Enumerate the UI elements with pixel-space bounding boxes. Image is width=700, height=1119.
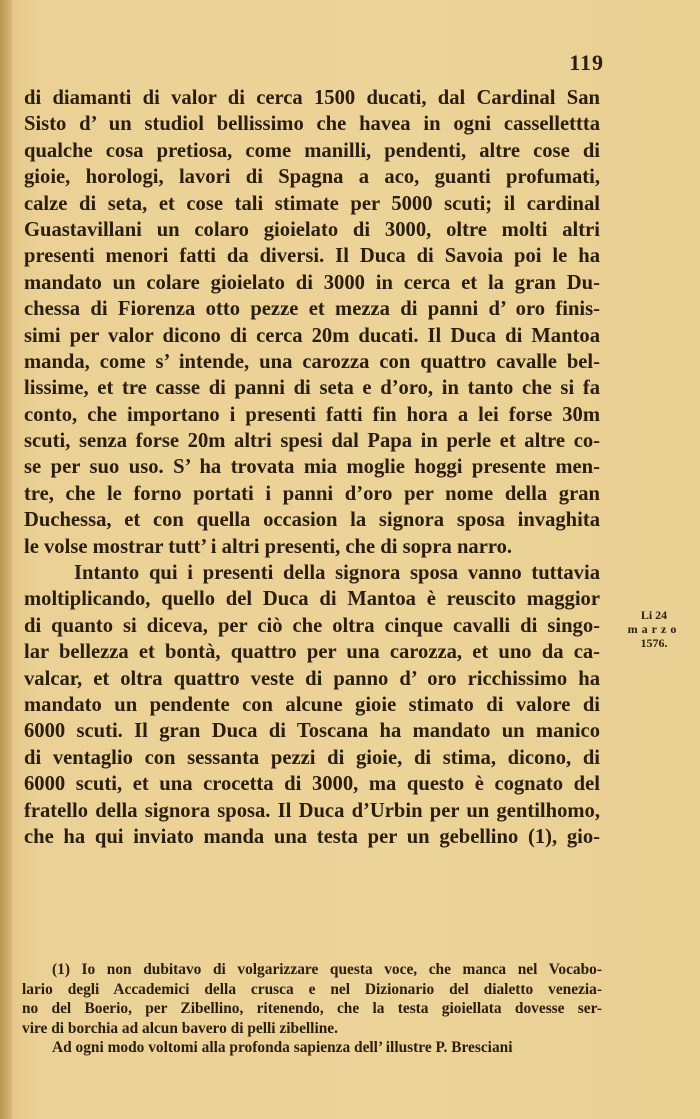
margin-note-year: 1576. — [640, 636, 668, 650]
text-line: qualche cosa pretiosa, come manilli, pendenti, altre cose di — [24, 139, 600, 162]
footnote-line: no del Boerio, per Zibellino, ritenendo, che la testa gioiellata dovesse ser- — [22, 1000, 602, 1018]
text-line: chessa di Fiorenza otto pezze et mezza di panni d’ oro finis- — [24, 298, 600, 321]
text-line: Sisto d’ un studiol bellissimo che havea in ogni cassellettta — [24, 113, 600, 136]
text-line: di diamanti di valor di cerca 1500 ducati, dal Cardinal San — [24, 87, 600, 109]
text-line: fratello della signora sposa. Il Duca d’Urbin per un gentilhomo, — [24, 799, 600, 822]
page-number: 119 — [569, 50, 604, 75]
page-gutter — [0, 0, 12, 1119]
text-line: che ha qui inviato manda una testa per un gebellino (1), gio- — [24, 825, 600, 848]
text-line: simi per valor dicono di cerca 20m ducati. Il Duca di Mantoa — [24, 324, 600, 347]
text-line: di ventaglio con sessanta pezzi di gioie, di stima, dicono, di — [24, 746, 600, 769]
text-line: valcar, et oltra quattro veste di panno d’ oro ricchissimo ha — [24, 667, 600, 690]
margin-date-note — [612, 608, 696, 650]
text-line: manda, come s’ intende, una carozza con quattro cavalle bel- — [24, 350, 600, 373]
footnote-line: vire di borchia ad alcun bavero di pelli zibelline. — [22, 1019, 338, 1037]
text-line: calze di seta, et cose tali stimate per 5000 scuti; il cardinal — [24, 192, 600, 215]
text-line: Intanto qui i presenti della signora sposa vanno tuttavia — [74, 562, 600, 585]
text-line: le volse mostrar tutt’ i altri presenti, che di sopra narro. — [24, 535, 513, 558]
margin-note-month: marzo — [627, 622, 681, 636]
text-line: mandato un pendente con alcune gioie stimato di valore di — [24, 693, 600, 716]
footnote-line: Ad ogni modo voltomi alla profonda sapienza dell’ illustre P. Bresciani — [52, 1039, 513, 1057]
text-line: conto, che importano i presenti fatti fin hora a lei forse 30m — [24, 403, 600, 426]
footnote-line: lario degli Accademici della crusca e nel Dizionario del dialetto venezia- — [22, 980, 602, 998]
text-line: mandato un colare gioielato di 3000 in cerca et la gran Du- — [24, 271, 600, 294]
text-line: lar bellezza et bontà, quattro per una carozza, et uno da ca- — [24, 641, 600, 664]
text-line: Duchessa, et con quella occasion la signora sposa invaghita — [24, 509, 600, 532]
text-line: lissime, et tre casse di panni di seta e d’oro, in tanto che si fa — [24, 377, 600, 400]
footnote-line: (1) Io non dubitavo di volgarizzare questa voce, che manca nel Vocabo- — [52, 961, 602, 978]
text-line: moltiplicando, quello del Duca di Mantoa è reuscito maggior — [24, 588, 600, 611]
text-line: se per suo uso. S’ ha trovata mia moglie hoggi presente men- — [24, 456, 600, 479]
text-line: 6000 scuti, et una crocetta di 3000, ma questo è cognato del — [24, 773, 600, 796]
text-line: gioie, horologi, lavori di Spagna a aco, guanti profumati, — [24, 166, 600, 189]
text-line: scuti, senza forse 20m altri spesi dal Papa in perle et altre co- — [24, 430, 600, 453]
footnotes — [22, 960, 602, 1058]
body-text — [24, 85, 600, 850]
text-line: 6000 scuti. Il gran Duca di Toscana ha mandato un manico — [24, 720, 600, 743]
text-line: tre, che le forno portati i panni d’oro per nome della gran — [24, 482, 600, 505]
margin-note-day: Li 24 — [640, 608, 668, 622]
text-line: presenti menori fatti da diversi. Il Duca di Savoia poi le ha — [24, 245, 600, 268]
text-line: Guastavillani un colaro gioielato di 3000, oltre molti altri — [24, 218, 600, 241]
text-line: di quanto si diceva, per ciò che oltra cinque cavalli di singo- — [24, 614, 600, 637]
